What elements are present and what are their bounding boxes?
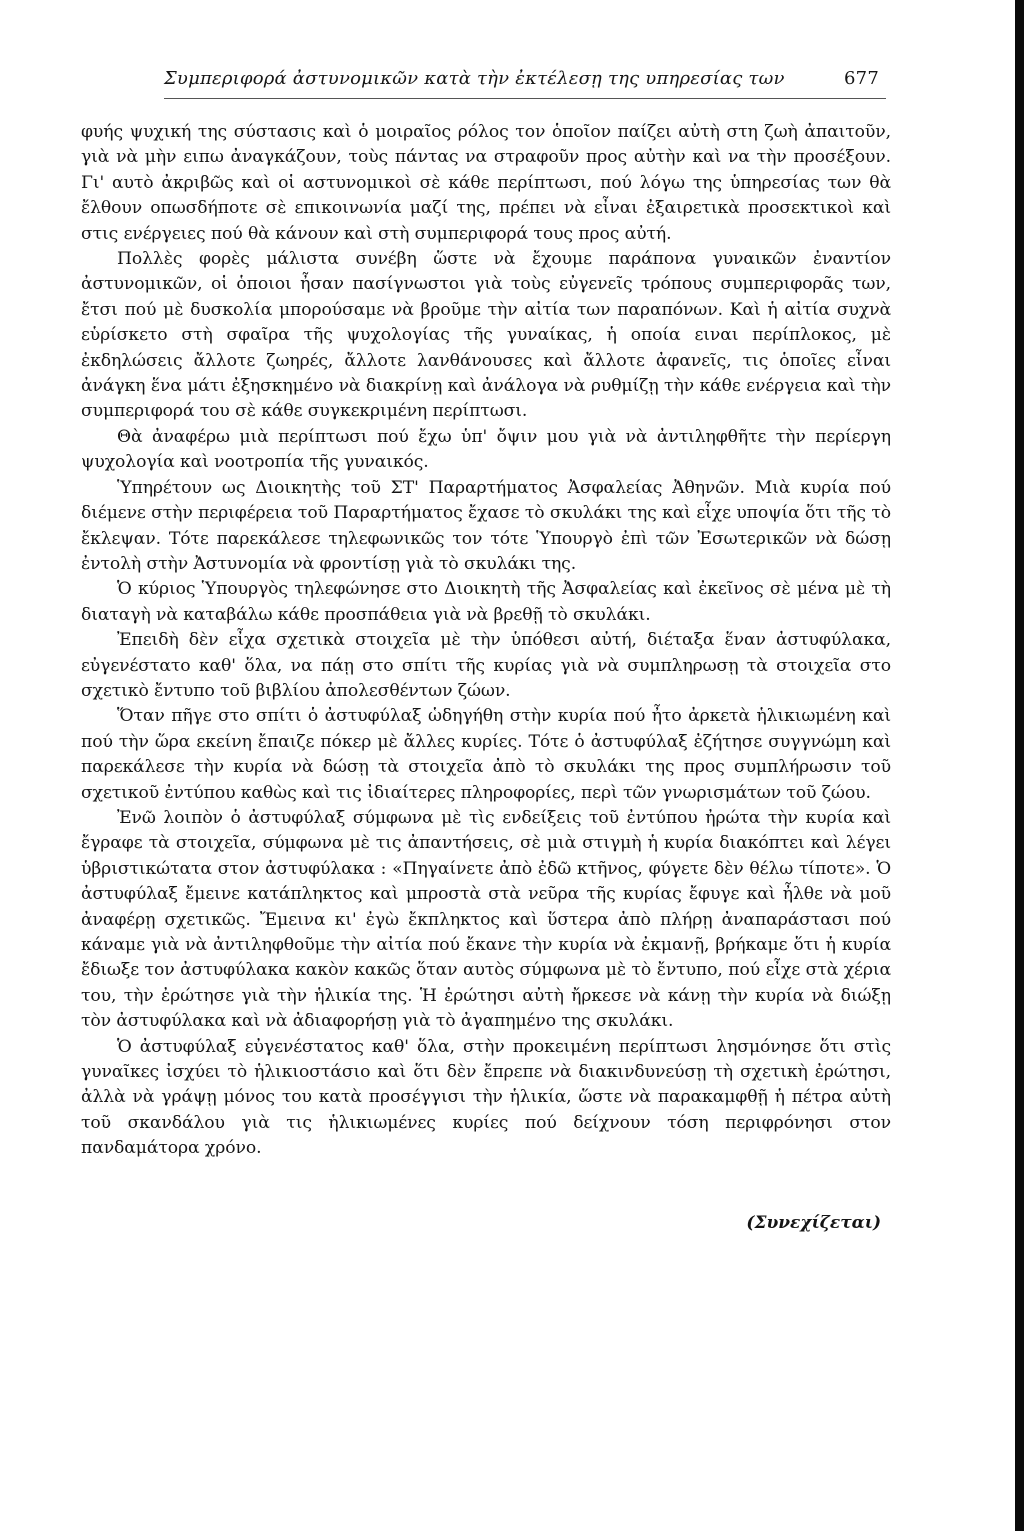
running-header xyxy=(164,68,879,89)
continued-note: (Συνεχίζεται) xyxy=(746,1213,881,1233)
paragraph: Ὁ ἀστυφύλαξ εὐγενέστατος καθ' ὅλα, στὴν προκειμένη περίπτωσι λησμόνησε ὅτι στὶς γυναῖκες ἰσχύει τὸ ἡλικιοστάσιο καὶ ὅτι δὲν ἔπρεπε νὰ διακινδυνεύσῃ τὴ σχετικὴ ἐρώτησι, ἀλλὰ νὰ γράψῃ μόνος του κατὰ προσέγγισι τὴν ἡλικία, ὥστε νὰ παρακαμφθῇ ἡ πέτρα αὐτὴ τοῦ σκανδάλου γιὰ τις ἡλικιωμένες κυρίες πού δείχνουν τόση περιφρόνησι στον πανδαμάτορα χρόνο. xyxy=(81,1036,891,1159)
paragraph: Ὅταν πῆγε στο σπίτι ὁ ἀστυφύλαξ ὡδηγήθη στὴν κυρία πού ἦτο ἀρκετὰ ἡλικιωμένη καὶ πού τὴν ὥρα εκείνη ἔπαιζε πόκερ μὲ ἄλλες κυρίες. Τότε ὁ ἀστυφύλαξ ἐζήτησε συγγνώμη καὶ παρεκάλεσε τὴν κυρία νὰ δώσῃ τὰ στοιχεῖα ἀπὸ τὸ σκυλάκι της προς συμπλήρωσιν τοῦ σχετικοῦ ἐντύπου καθὼς καὶ τις ἰδιαίτερες πληροφορίες, περὶ τῶν γνωρισμάτων τοῦ ζώου. xyxy=(81,706,891,803)
paragraph: Θὰ ἀναφέρω μιὰ περίπτωσι πού ἔχω ὑπ' ὄψιν μου γιὰ νὰ ἀντιληφθῆτε τὴν περίεργη ψυχολογία καὶ νοοτροπία τῆς γυναικός. xyxy=(81,426,891,473)
paragraph: φυής ψυχική της σύστασις καὶ ὁ μοιραῖος ρόλος τον ὁποῖον παίζει αὐτὴ στη ζωὴ ἀπαιτοῦν, γιὰ νὰ μὴν ειπω ἀναγκάζουν, τοὺς πάντας να στραφοῦν προς αὐτὴν καὶ να τὴν προσέξουν. Γι' αυτὸ ἀκριβῶς καὶ οἱ αστυνομικοὶ σὲ κάθε περίπτωσι, πού λόγω της ὑπηρεσίας των θὰ ἔλθουν οπωσδήποτε σὲ επικοινωνία μαζί της, πρέπει νὰ εἶναι ἐξαιρετικὰ προσεκτικοὶ καὶ στις ενέργειες πού θὰ κάνουν καὶ στὴ συμπεριφορά τους προς αὐτή. xyxy=(81,122,891,244)
page-number: 677 xyxy=(844,68,879,89)
paragraph: Ἐπειδὴ δὲν εἶχα σχετικὰ στοιχεῖα μὲ τὴν ὑπόθεσι αὐτή, διέταξα ἕναν ἀστυφύλακα, εὐγενέστατο καθ' ὅλα, να πάῃ στο σπίτι τῆς κυρίας γιὰ νὰ συμπληρωσῃ τὰ στοιχεῖα στο σχετικὸ ἔντυπο τοῦ βιβλίου ἀπολεσθέντων ζώων. xyxy=(81,630,891,701)
paragraph: Πολλὲς φορὲς μάλιστα συνέβη ὥστε νὰ ἔχουμε παράπονα γυναικῶν ἐναντίον ἀστυνομικῶν, οἱ ὁποιοι ἦσαν πασίγνωστοι γιὰ τοὺς εὐγενεῖς τρόπους συμπεριφορᾶς των, ἔτσι πού μὲ δυσκολία μπορούσαμε νὰ βροῦμε τὴν αἰτία των παραπόνων. Καὶ ἡ αἰτία συχνὰ εὑρίσκετο στὴ σφαῖρα τῆς ψυχολογίας τῆς γυναίκας, ἡ οποία ειναι περίπλοκος, μὲ ἐκδηλώσεις ἄλλοτε ζωηρές, ἄλλοτε λανθάνουσες καὶ ἄλλοτε ἀφανεῖς, τις ὁποῖες εἶναι ἀνάγκη ἕνα μάτι ἐξησκημένο νὰ διακρίνῃ καὶ ἀνάλογα νὰ ρυθμίζῃ τὴν κάθε ενέργεια καὶ τὴν συμπεριφορά του σὲ κάθε συγκεκριμένη περίπτωσι. xyxy=(81,249,891,422)
page-edge-shadow xyxy=(1015,0,1024,1531)
paragraph: Ὁ κύριος Ὑπουργὸς τηλεφώνησε στο Διοικητὴ τῆς Ἀσφαλείας καὶ ἐκεῖνος σὲ μένα μὲ τὴ διαταγὴ νὰ καταβάλω κάθε προσπάθεια γιὰ νὰ βρεθῇ τὸ σκυλάκι. xyxy=(81,579,891,625)
header-rule xyxy=(164,98,886,99)
article-body xyxy=(81,120,891,1162)
running-title: Συμπεριφορά ἀστυνομικῶν κατὰ τὴν ἐκτέλεσῃ της υπηρεσίας των xyxy=(164,68,785,89)
paragraph: Ἐνῶ λοιπὸν ὁ ἀστυφύλαξ σύμφωνα μὲ τὶς ενδείξεις τοῦ ἐντύπου ἠρώτα τὴν κυρία καὶ ἔγραφε τὰ στοιχεῖα, σύμφωνα μὲ τις ἀπαντήσεις, σὲ μιὰ στιγμὴ ἡ κυρία διακόπτει καὶ λέγει ὑβριστικώτατα στον ἀστυφύλακα : «Πηγαίνετε ἀπὸ ἐδῶ κτῆνος, φύγετε δὲν θέλω τίποτε». Ὁ ἀστυφύλαξ ἔμεινε κατάπληκτος καὶ μπροστὰ στὰ νεῦρα τῆς κυρίας ἔφυγε καὶ ἦλθε νὰ μοῦ ἀναφέρῃ σχετικῶς. Ἔμεινα κι' ἐγὼ ἔκπληκτος καὶ ὕστερα ἀπὸ πλήρῃ ἀναπαράστασι πού κάναμε γιὰ νὰ ἀντιληφθοῦμε τὴν αἰτία πού ἔκανε τὴν κυρία νὰ ἐκμανῇ, βρήκαμε ὅτι ἡ κυρία ἔδιωξε τον ἀστυφύλακα κακὸν κακῶς ὅταν αυτὸς σύμφωνα μὲ τὸ ἔντυπο, πού εἶχε στὰ χέρια του, τὴν ἐρώτησε γιὰ τὴν ἡλικία της. Ἡ ἐρώτησι αὐτὴ ἤρκεσε νὰ κάνῃ τὴν κυρία νὰ διώξῃ τὸν ἀστυφύλακα καὶ νὰ ἀδιαφορήσῃ γιὰ τὸ ἀγαπημένο της σκυλάκι. xyxy=(81,807,891,1032)
paragraph: Ὑπηρέτουν ως Διοικητὴς τοῦ ΣΤ' Παραρτήματος Ἀσφαλείας Ἀθηνῶν. Μιὰ κυρία πού διέμενε στὴν περιφέρεια τοῦ Παραρτήματος ἔχασε τὸ σκυλάκι της καὶ εἶχε υποψία ὅτι τῆς τὸ ἔκλεψαν. Τότε παρεκάλεσε τηλεφωνικῶς τον τότε Ὑπουργὸ ἐπὶ τῶν Ἐσωτερικῶν νὰ δώσῃ ἐντολὴ στὴν Ἀστυνομία νὰ φροντίσῃ γιὰ τὸ σκυλάκι της. xyxy=(81,477,891,574)
